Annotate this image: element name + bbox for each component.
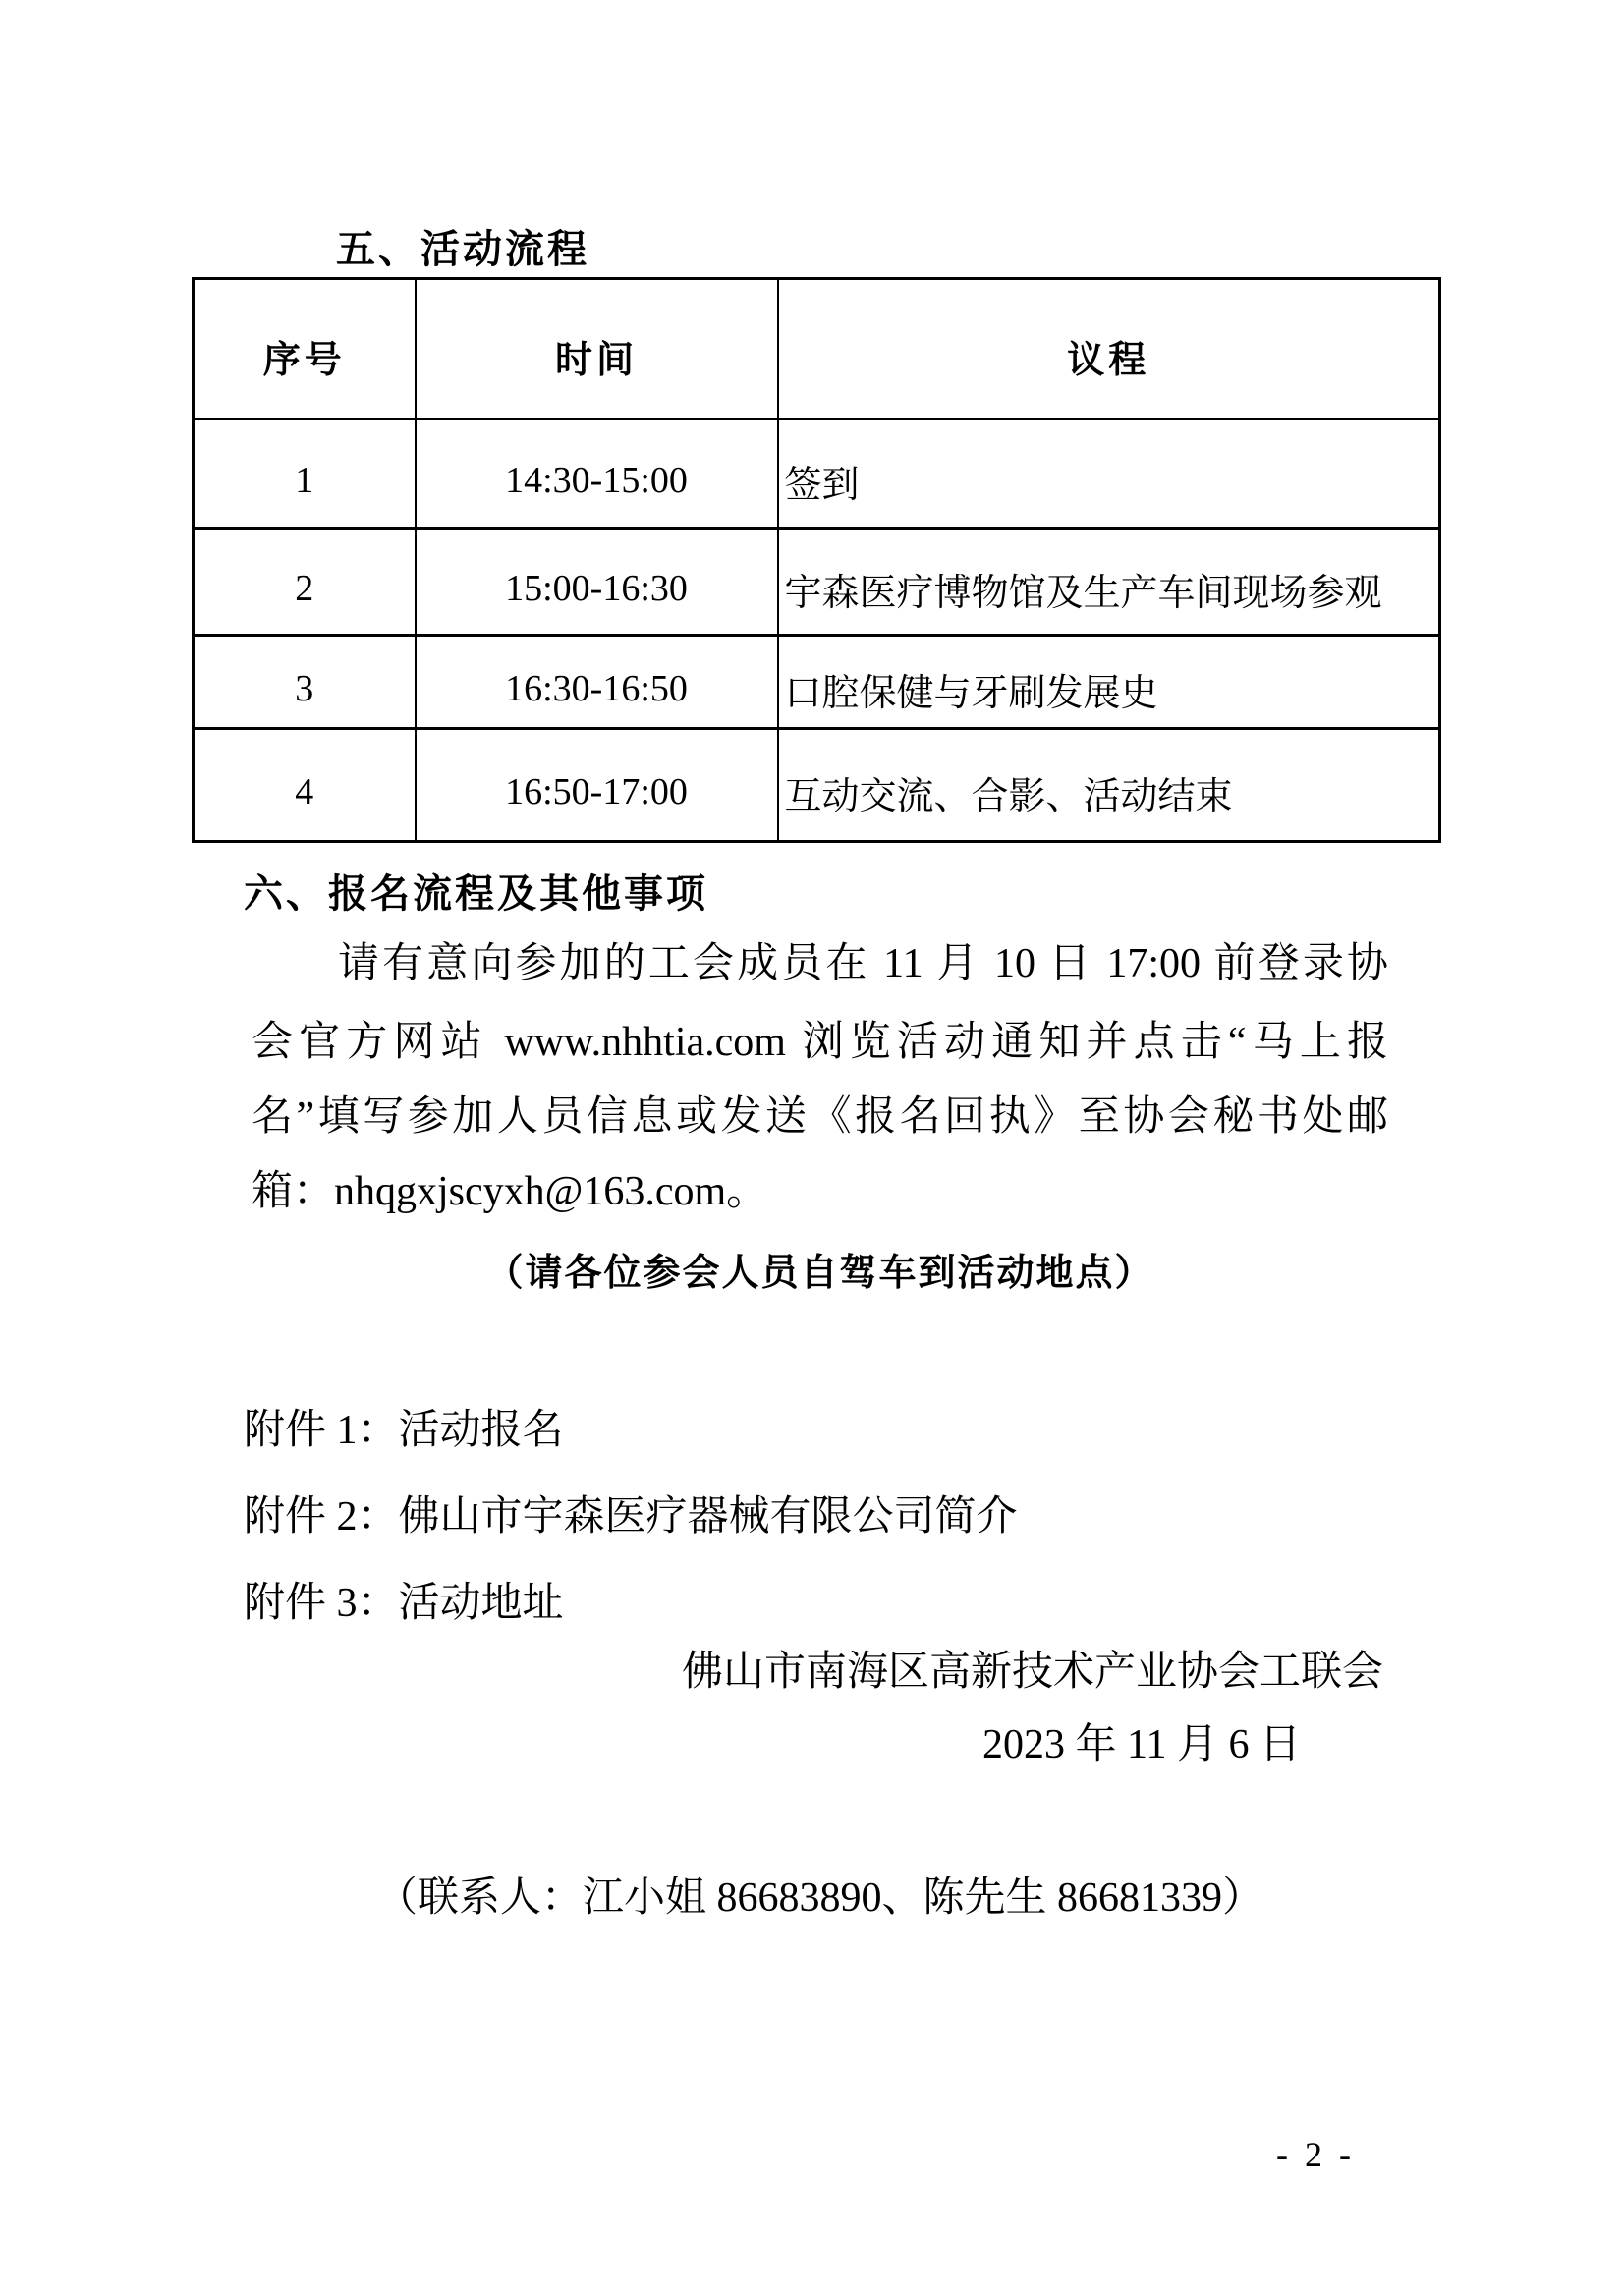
- signature-organization: 佛山市南海区高新技术产业协会工联会: [681, 1650, 1383, 1695]
- signature-date: 2023 年 11 月 6 日: [982, 1722, 1301, 1767]
- row3-time: 16:30-16:50: [416, 636, 778, 729]
- page-number: - 2 -: [1276, 2135, 1355, 2174]
- row2-time: 15:00-16:30: [416, 529, 778, 636]
- table-row: [194, 729, 1440, 842]
- attachment-line-2: 附件 2：佛山市宇森医疗器械有限公司简介: [244, 1494, 1018, 1540]
- row4-time: 16:50-17:00: [416, 729, 778, 842]
- body-paragraph-line-3: 名”填写参加人员信息或发送《报名回执》至协会秘书处邮: [252, 1094, 1388, 1140]
- table-row: [194, 420, 1440, 529]
- row4-no: 4: [194, 729, 416, 842]
- body-paragraph-line-1: 请有意向参加的工会成员在 11 月 10 日 17:00 前登录协: [338, 941, 1388, 986]
- attachment-line-3: 附件 3：活动地址: [244, 1581, 564, 1626]
- attachment-line-1: 附件 1：活动报名: [244, 1408, 564, 1453]
- section6-title: 六、报名流程及其他事项: [244, 872, 708, 916]
- header-cell-agenda: 议程: [778, 279, 1440, 420]
- row3-no: 3: [194, 636, 416, 729]
- row3-agenda: 口腔保健与牙刷发展史: [778, 636, 1440, 729]
- header-cell-no: 序号: [194, 279, 416, 420]
- row1-no: 1: [194, 420, 416, 529]
- header-cell-time: 时间: [416, 279, 778, 420]
- row2-agenda: 宇森医疗博物馆及生产车间现场参观: [778, 529, 1440, 636]
- contact-line: （联系人：江小姐 86683890、陈先生 86681339）: [375, 1876, 1263, 1921]
- body-paragraph-line-4: 箱：nhqgxjscyxh@163.com。: [252, 1169, 768, 1214]
- table-row: [194, 636, 1440, 729]
- row2-no: 2: [194, 529, 416, 636]
- row4-agenda: 互动交流、合影、活动结束: [778, 729, 1440, 842]
- table-row: [194, 529, 1440, 636]
- schedule-table: [192, 277, 1441, 843]
- table-header-row: [194, 279, 1440, 420]
- row1-time: 14:30-15:00: [416, 420, 778, 529]
- drive-notice-line: （请各位参会人员自驾车到活动地点）: [485, 1253, 1154, 1294]
- body-paragraph-line-2: 会官方网站 www.nhhtia.com 浏览活动通知并点击“马上报: [252, 1020, 1388, 1065]
- row1-agenda: 签到: [778, 420, 1440, 529]
- section5-title: 五、活动流程: [336, 228, 589, 271]
